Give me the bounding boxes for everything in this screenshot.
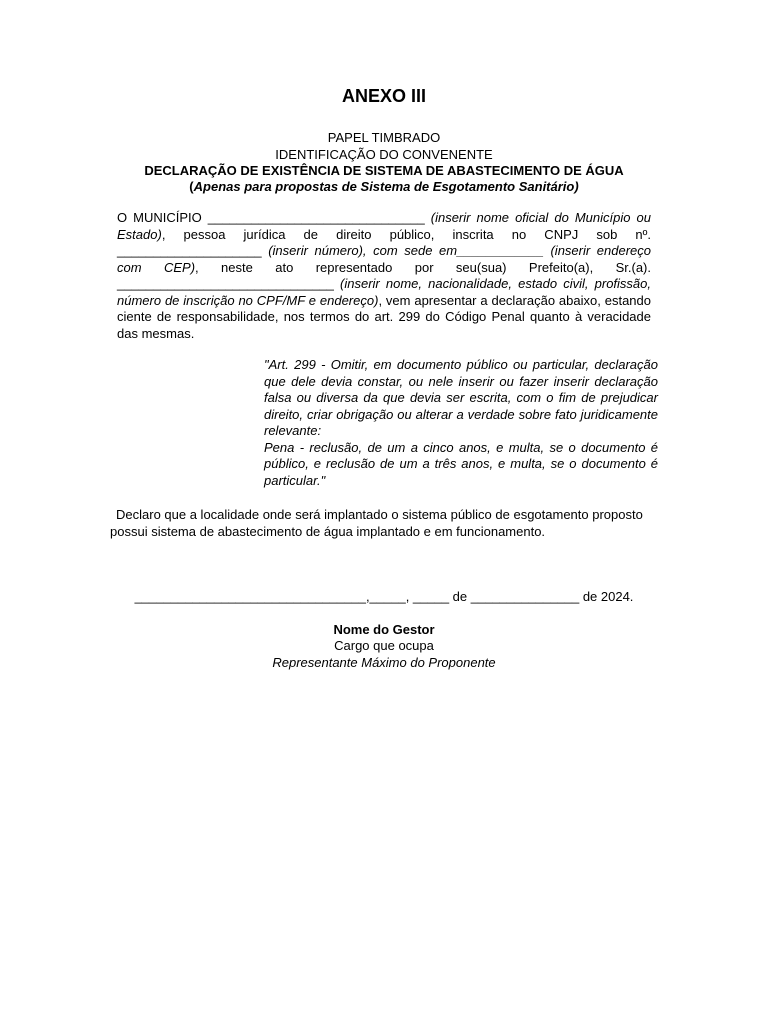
header-identification: IDENTIFICAÇÃO DO CONVENENTE	[275, 147, 493, 162]
penal-code-quote	[264, 357, 658, 489]
declaration-text: Declaro que a localidade onde será implantado o sistema público de esgotamento proposto possui sistema de abastecimento de água implantado e em funcionamento.	[110, 507, 643, 539]
header-note-text: Apenas para propostas de Sistema de Esgotamento Sanitário)	[193, 179, 579, 194]
date-place-line: ________________________________,_____, _____ de _______________ de 2024.	[134, 589, 634, 604]
signature-representative: Representante Máximo do Proponente	[272, 655, 496, 670]
para-cnpj-hint: (inserir número), com sede em____________ (inserir endereço com CEP)	[117, 243, 651, 275]
header-note-paren: (	[189, 179, 194, 194]
document-title: ANEXO III	[341, 86, 426, 106]
signature-role: Cargo que ocupa	[334, 638, 434, 653]
para-closing: , vem apresentar a declaração abaixo, estando ciente de responsabilidade, nos termos do art. 299 do Código Penal quanto à veracidade das mesmas.	[117, 292, 651, 341]
header-applicability-note	[0, 179, 768, 195]
para-municipio-hint: (inserir nome oficial do Município ou Estado)	[117, 210, 651, 242]
para-cnpj: , pessoa jurídica de direito público, inscrita no CNPJ sob nº. ____________________	[117, 226, 651, 258]
signature-name: Nome do Gestor	[333, 622, 435, 637]
header-letterhead: PAPEL TIMBRADO	[327, 130, 441, 145]
para-representative-hint: (inserir nome, nacionalidade, estado civil, profissão, número de inscrição no CPF/MF e endereço)	[117, 276, 651, 308]
header-declaration-title: DECLARAÇÃO DE EXISTÊNCIA DE SISTEMA DE ABASTECIMENTO DE ÁGUA	[144, 163, 624, 178]
para-representative: , neste ato representado por seu(sua) Prefeito(a), Sr.(a). ______________________________	[117, 259, 651, 291]
quote-penalty: Pena - reclusão, de um a cinco anos, e multa, se o documento é público, e reclusão de um a três anos, e multa, se o documento é particular."	[264, 439, 658, 488]
declaration-statement	[110, 506, 670, 540]
main-paragraph	[117, 210, 651, 342]
quote-article: "Art. 299 - Omitir, em documento público ou particular, declaração que dele devia constar, ou nele inserir ou fazer inserir declaração falsa ou diversa da que devia ser escrita, com o fim de prejudicar direito, criar obrigação ou alterar a verdade sobre fato juridicamente relevante:	[264, 357, 658, 438]
para-municipio: O MUNICÍPIO ______________________________	[117, 210, 431, 225]
